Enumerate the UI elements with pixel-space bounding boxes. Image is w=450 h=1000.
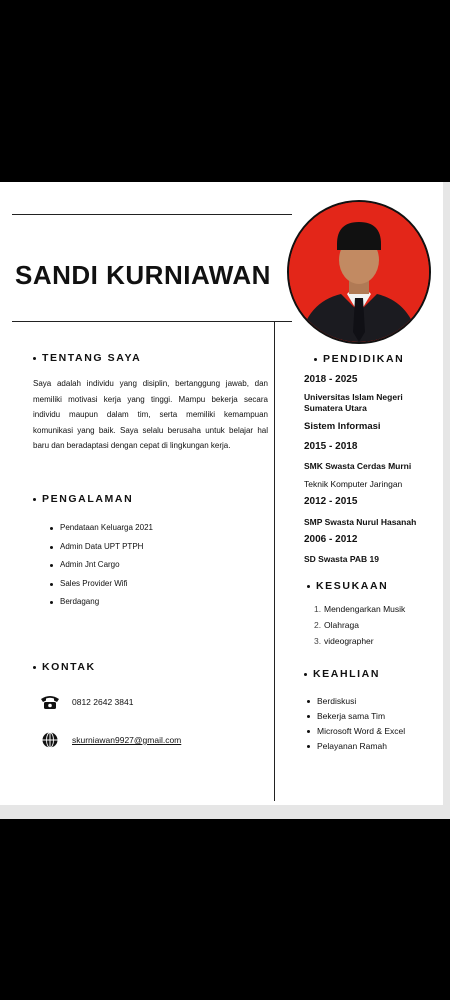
skills-list: [305, 696, 405, 756]
column-divider: [274, 321, 275, 801]
person-portrait-icon: [289, 202, 429, 342]
list-item: Bekerja sama Tim: [305, 711, 405, 726]
list-item: 3. videographer: [314, 636, 374, 646]
page-edge: [443, 182, 450, 819]
hobbies-title: KESUKAAN: [307, 580, 388, 592]
education-years: 2015 - 2018: [304, 441, 358, 452]
list-item: Microsoft Word & Excel: [305, 726, 405, 741]
skills-title: KEAHLIAN: [304, 668, 380, 680]
list-item: Pendataan Keluarga 2021: [48, 523, 153, 542]
education-title: PENDIDIKAN: [314, 353, 404, 365]
candidate-name: SANDI KURNIAWAN: [15, 260, 271, 290]
education-major: Sistem Informasi: [304, 421, 381, 432]
globe-icon: [40, 732, 60, 748]
education-major: Teknik Komputer Jaringan: [304, 479, 403, 489]
education-school: Universitas Islam Negeri Sumatera Utara: [304, 392, 403, 413]
page-bottom-edge: [0, 805, 450, 819]
list-item: 1. Mendengarkan Musik: [314, 604, 406, 614]
experience-list: [48, 523, 153, 616]
education-school: SD Swasta PAB 19: [304, 554, 379, 564]
phone-number: 0812 2642 3841: [72, 697, 134, 707]
email-link[interactable]: skurniawan9927@gmail.com: [72, 735, 182, 745]
phone-icon: [40, 694, 60, 710]
education-years: 2006 - 2012: [304, 534, 358, 545]
resume-page: [0, 182, 443, 805]
list-item: 2. Olahraga: [314, 620, 359, 630]
list-item: Sales Provider Wifi: [48, 579, 153, 598]
list-item: Berdiskusi: [305, 696, 405, 711]
top-divider: [12, 214, 292, 215]
about-title: TENTANG SAYA: [33, 352, 141, 364]
education-school: SMP Swasta Nurul Hasanah: [304, 517, 417, 527]
education-years: 2012 - 2015: [304, 496, 358, 507]
list-item: Berdagang: [48, 597, 153, 616]
profile-photo: [287, 200, 431, 344]
header-divider: [12, 321, 292, 322]
contact-title: KONTAK: [33, 661, 96, 673]
experience-title: PENGALAMAN: [33, 493, 133, 505]
list-item: Pelayanan Ramah: [305, 741, 405, 756]
hobbies-list: [314, 604, 405, 652]
list-item: Admin Jnt Cargo: [48, 560, 153, 579]
education-school: SMK Swasta Cerdas Murni: [304, 461, 412, 471]
list-item: Admin Data UPT PTPH: [48, 542, 153, 561]
education-years: 2018 - 2025: [304, 374, 358, 385]
about-text: Saya adalah individu yang disiplin, bertanggung jawab, dan memiliki motivasi kerja yang tinggi. Mampu bekerja secara individu maupun dalam tim, serta memiliki kemampuan komunikasi yang baik. Saya selalu berusaha untuk belajar hal baru dan beradaptasi dengan cepat di lingkungan kerja.: [33, 379, 268, 451]
